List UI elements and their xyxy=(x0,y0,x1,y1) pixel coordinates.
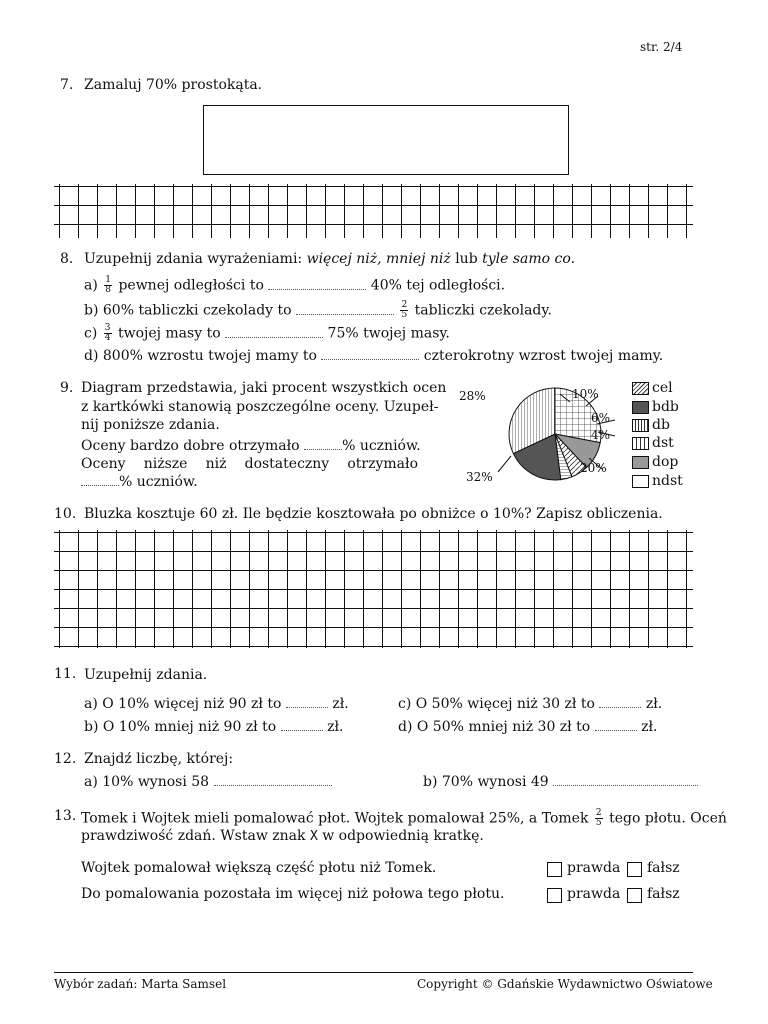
q11-number: 11. xyxy=(54,666,77,682)
q7-text: Zamaluj 70% prostokąta. xyxy=(84,77,263,93)
q11-item-a: a) O 10% więcej niż 90 zł to zł. xyxy=(84,696,349,712)
q9-bdb-blank[interactable] xyxy=(304,439,342,450)
q11-item-c: c) O 50% więcej niż 30 zł to zł. xyxy=(398,696,663,712)
q9-line5: Oceny niższe niż dostateczny otrzymało xyxy=(81,456,418,472)
q10-text: Bluzka kosztuje 60 zł. Ile będzie kosztowała po obniżce o 10%? Zapisz obliczenia. xyxy=(84,506,663,522)
q11-a-blank[interactable] xyxy=(286,697,328,708)
q9-line3: nij poniższe zdania. xyxy=(81,417,220,433)
q9-line6: % uczniów. xyxy=(81,474,198,490)
q11-b-blank[interactable] xyxy=(281,720,323,731)
pie-label-4: 4% xyxy=(591,428,611,442)
q8-item-c: c) $\frac{3}{4}$ twojej masy to 75% twojej masy. xyxy=(84,323,450,343)
q9-number: 9. xyxy=(60,380,74,396)
pie-label-28: 28% xyxy=(459,389,486,403)
legend-label-dst: dst xyxy=(652,435,674,451)
pie-label-20: 20% xyxy=(580,461,607,475)
s1-true-checkbox[interactable] xyxy=(547,862,562,877)
rectangle-to-shade[interactable] xyxy=(203,105,569,175)
pie-label-32: 32% xyxy=(466,470,493,484)
q9-low-blank[interactable] xyxy=(81,475,119,486)
q8-c-blank[interactable] xyxy=(225,327,323,338)
q8-number: 8. xyxy=(60,251,74,267)
q13-line2: prawdziwość zdań. Wstaw znak X w odpowiednią kratkę. xyxy=(81,828,484,844)
x-mark-symbol: X xyxy=(309,829,318,844)
s2-true-label: prawda xyxy=(567,886,621,902)
s1-false-label: fałsz xyxy=(647,860,680,876)
q8-d-blank[interactable] xyxy=(321,349,419,360)
q12-text: Znajdź liczbę, której: xyxy=(84,751,234,767)
q7-answer-grid[interactable] xyxy=(54,184,693,238)
legend-swatch-cel xyxy=(632,382,649,395)
s1-true-label: prawda xyxy=(567,860,621,876)
legend-label-db: db xyxy=(652,417,670,433)
legend-swatch-dop xyxy=(632,456,649,469)
legend-swatch-ndst xyxy=(632,475,649,488)
q8-item-d: d) 800% wzrostu twojej mamy to czterokrotny wzrost twojej mamy. xyxy=(84,348,664,364)
q13-statement-1: Wojtek pomalował większą część płotu niż Tomek. xyxy=(81,860,437,876)
q7-number: 7. xyxy=(60,77,74,93)
q13-line1: Tomek i Wojtek mieli pomalować płot. Wojtek pomalował 25%, a Tomek $\frac{2}{5}$ tego płotu. Oceń xyxy=(81,808,727,828)
legend-swatch-db xyxy=(632,419,649,432)
q9-line1: Diagram przedstawia, jaki procent wszystkich ocen xyxy=(81,380,447,396)
legend-label-dop: dop xyxy=(652,454,679,470)
legend-label-ndst: ndst xyxy=(652,473,683,489)
legend-swatch-dst xyxy=(632,437,649,450)
q10-answer-grid[interactable] xyxy=(54,530,693,648)
pie-label-10: 10% xyxy=(572,387,599,401)
q12-b-blank[interactable] xyxy=(553,775,698,786)
legend-swatch-bdb xyxy=(632,401,649,414)
s2-true-checkbox[interactable] xyxy=(547,888,562,903)
q8-item-b: b) 60% tabliczki czekolady to $\frac{2}{5}$ tabliczki czekolady. xyxy=(84,300,552,320)
q8-item-a: a) $\frac{1}{8}$ pewnej odległości to 40% tej odległości. xyxy=(84,275,506,295)
q11-c-blank[interactable] xyxy=(599,697,641,708)
legend-label-bdb: bdb xyxy=(652,399,679,415)
q12-a-blank[interactable] xyxy=(214,775,332,786)
s1-false-checkbox[interactable] xyxy=(627,862,642,877)
page-number: str. 2/4 xyxy=(640,40,683,54)
q11-d-blank[interactable] xyxy=(595,720,637,731)
s2-false-label: fałsz xyxy=(647,886,680,902)
grades-pie-chart xyxy=(440,376,760,496)
q9-line4: Oceny bardzo dobre otrzymało % uczniów. xyxy=(81,438,421,454)
q8-instruction: Uzupełnij zdania wyrażeniami: więcej niż, mniej niż lub tyle samo co. xyxy=(84,251,576,267)
footer-copyright: Copyright © Gdańskie Wydawnictwo Oświatowe xyxy=(417,977,713,991)
q9-line2: z kartkówki stanowią poszczególne oceny. Uzupeł- xyxy=(81,399,439,415)
q11-item-d: d) O 50% mniej niż 30 zł to zł. xyxy=(398,719,658,735)
q8-b-blank[interactable] xyxy=(296,304,394,315)
q12-number: 12. xyxy=(54,751,77,767)
q11-item-b: b) O 10% mniej niż 90 zł to zł. xyxy=(84,719,344,735)
q13-number: 13. xyxy=(54,808,77,824)
pie-label-6: 6% xyxy=(591,411,611,425)
q12-item-a: a) 10% wynosi 58 xyxy=(84,774,332,790)
q13-statement-2: Do pomalowania pozostała im więcej niż połowa tego płotu. xyxy=(81,886,505,902)
q10-number: 10. xyxy=(54,506,77,522)
q12-item-b: b) 70% wynosi 49 xyxy=(423,774,698,790)
legend-label-cel: cel xyxy=(652,380,673,396)
footer-rule xyxy=(54,972,693,973)
footer-author: Wybór zadań: Marta Samsel xyxy=(54,977,227,991)
s2-false-checkbox[interactable] xyxy=(627,888,642,903)
q8-a-blank[interactable] xyxy=(268,279,366,290)
q11-text: Uzupełnij zdania. xyxy=(84,667,208,683)
